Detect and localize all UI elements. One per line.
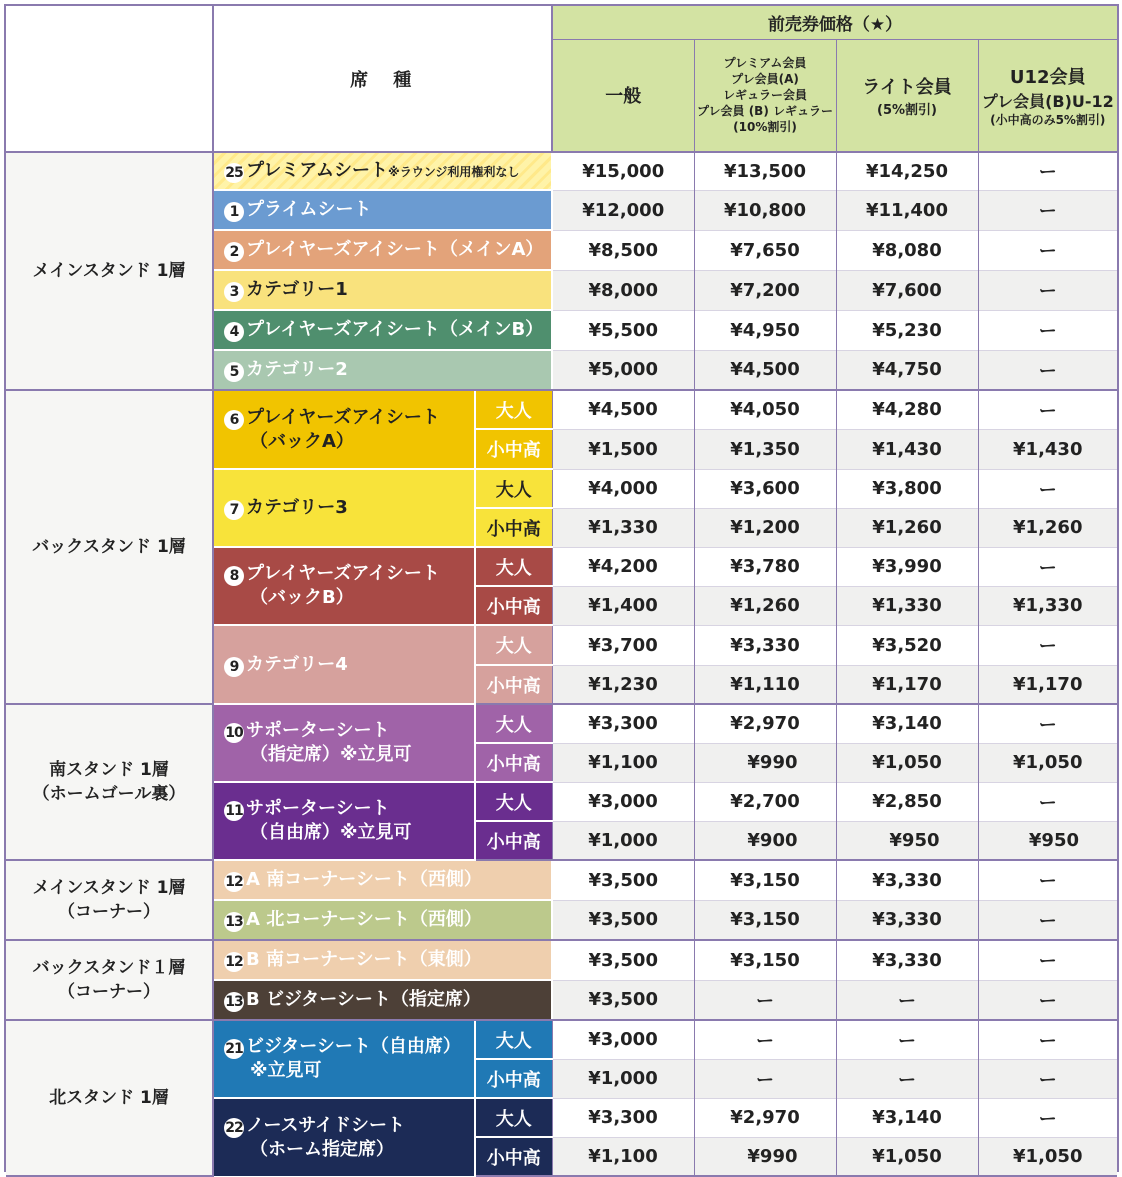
table-row [6,390,1117,429]
price-premium: ¥900 [694,821,836,860]
seat-number-badge: 12 [225,954,243,970]
price-light: ¥3,800 [836,469,978,508]
price-premium: ¥1,260 [694,586,836,625]
advance-price-header: 前売券価格（★） [552,6,1117,39]
age-adult-label: 大人 [475,469,552,508]
premium-member-header: プレミアム会員 プレ会員(A) レギュラー会員 プレ会員 (B) レギュラー (10%割引) [694,39,836,152]
price-general: ¥1,330 [552,508,694,547]
price-u12: ¥1,330 [978,586,1117,625]
seat-name-sub: （自由席）※立見可 [250,822,412,843]
seat-name-text: プライムシート [246,199,372,220]
price-premium: ¥3,150 [694,860,836,900]
seat-name-sub: （指定席）※立見可 [250,744,412,765]
price-light: ¥14,250 [836,152,978,190]
seat-name-s13a [213,900,552,940]
price-general: ¥3,700 [552,625,694,665]
seat-name-text: プレミアムシート [246,159,389,181]
price-premium: ー [694,980,836,1020]
price-u12: ¥1,050 [978,1137,1117,1176]
stand-label: メインスタンド 1層 （コーナー） [6,860,213,940]
table-row [6,940,1117,980]
seat-name-text: ノースサイドシート [246,1114,405,1136]
stand-label: バックスタンド１層 （コーナー） [6,940,213,1020]
seat-number-badge: 13 [225,994,243,1010]
seat-name-text: プレイヤーズアイシート [246,563,440,584]
price-u12: ー [978,860,1117,900]
seat-name-text: A 北コーナーシート（西側） [246,909,482,930]
price-premium: ¥10,800 [694,190,836,230]
seat-name-s3 [213,270,552,310]
price-premium: ¥4,050 [694,390,836,429]
seat-number-badge: 8 [224,566,244,586]
seat-number-badge: 13 [225,914,243,930]
seat-name-s1 [213,190,552,230]
age-adult-label: 大人 [475,547,552,586]
price-light: ¥950 [836,821,978,860]
price-u12: ー [978,469,1117,508]
seat-name-s2 [213,230,552,270]
seat-name-text: ビジターシート（自由席） [246,1036,461,1057]
price-light: ¥3,140 [836,704,978,743]
price-general: ¥8,500 [552,230,694,270]
price-light: ¥1,050 [836,1137,978,1176]
table-row [6,152,1117,190]
price-general: ¥1,400 [552,586,694,625]
price-premium: ¥4,950 [694,310,836,350]
seat-name-text: B ビジターシート（指定席） [246,989,481,1010]
price-general: ¥4,000 [552,469,694,508]
light-member-header: ライト会員 (5%割引) [836,39,978,152]
age-adult-label: 大人 [475,704,552,743]
seat-name-s12a [213,860,552,900]
price-premium: ー [694,1059,836,1098]
age-adult-label: 大人 [475,625,552,665]
seat-number-badge: 7 [224,500,244,520]
seat-number-badge: 3 [224,282,244,302]
price-general: ¥1,000 [552,821,694,860]
price-table-frame [4,4,1119,1172]
price-light: ー [836,1059,978,1098]
seat-name-s12b [213,940,552,980]
price-premium: ¥3,780 [694,547,836,586]
price-general: ¥1,000 [552,1059,694,1098]
price-general: ¥3,500 [552,900,694,940]
seat-name-text: A 南コーナーシート（西側） [246,869,482,890]
price-u12: ー [978,270,1117,310]
seat-number-badge: 1 [224,202,244,222]
seat-name-sub: ※立見可 [250,1060,322,1081]
price-general: ¥3,300 [552,1098,694,1137]
price-u12: ¥950 [978,821,1117,860]
seat-name-s5 [213,350,552,390]
price-light: ¥3,140 [836,1098,978,1137]
price-premium: ¥7,650 [694,230,836,270]
price-u12: ¥1,050 [978,743,1117,782]
price-premium: ¥1,110 [694,665,836,704]
table-row [6,704,1117,743]
price-general: ¥3,500 [552,860,694,900]
age-youth-label: 小中高 [475,1137,552,1176]
age-youth-label: 小中高 [475,586,552,625]
price-light: ¥8,080 [836,230,978,270]
price-premium: ¥4,500 [694,350,836,390]
price-u12: ー [978,1098,1117,1137]
price-light: ¥3,330 [836,860,978,900]
table-row [6,860,1117,900]
price-general: ¥1,230 [552,665,694,704]
age-youth-label: 小中高 [475,429,552,469]
price-table [6,6,1117,1177]
seat-name-s21 [213,1020,475,1098]
seat-number-badge: 25 [225,164,243,181]
price-light: ¥1,430 [836,429,978,469]
price-u12: ー [978,1020,1117,1059]
price-u12: ー [978,230,1117,270]
price-premium: ¥3,600 [694,469,836,508]
price-general: ¥1,500 [552,429,694,469]
price-u12: ー [978,980,1117,1020]
price-premium: ¥3,150 [694,940,836,980]
age-adult-label: 大人 [475,390,552,429]
price-u12: ー [978,900,1117,940]
seat-number-badge: 12 [225,874,243,890]
price-light: ¥1,260 [836,508,978,547]
price-general: ¥5,000 [552,350,694,390]
stand-label: 北スタンド 1層 [6,1020,213,1176]
stand-label: バックスタンド 1層 [6,390,213,704]
price-general: ¥12,000 [552,190,694,230]
seat-name-sub: （バックA） [250,430,354,452]
seat-name-text: カテゴリー2 [246,359,348,380]
seat-name-text: プレイヤーズアイシート [246,406,440,428]
seat-name-sub: （ホーム指定席） [250,1138,394,1160]
seat-name-s8 [213,547,475,625]
price-light: ー [836,980,978,1020]
seat-name-s9 [213,625,475,704]
price-premium: ¥7,200 [694,270,836,310]
price-u12: ー [978,704,1117,743]
price-light: ¥1,050 [836,743,978,782]
seat-name-s22 [213,1098,475,1176]
price-general: ¥1,100 [552,743,694,782]
age-youth-label: 小中高 [475,1059,552,1098]
price-u12: ¥1,260 [978,508,1117,547]
price-u12: ー [978,625,1117,665]
seat-name-s10 [213,704,475,782]
seat-name-s7 [213,469,475,547]
price-premium: ¥2,700 [694,782,836,821]
price-u12: ー [978,310,1117,350]
price-premium: ¥1,350 [694,429,836,469]
price-light: ¥4,750 [836,350,978,390]
seat-type-header: 席 種 [213,6,552,152]
seat-name-text: カテゴリー4 [246,653,348,675]
price-general: ¥3,300 [552,704,694,743]
price-light: ¥3,520 [836,625,978,665]
seat-name-text: プレイヤーズアイシート（メインB） [246,319,544,340]
seat-number-badge: 10 [225,725,243,741]
seat-name-s13b [213,980,552,1020]
stand-label: メインスタンド 1層 [6,152,213,390]
header-corner [6,6,213,152]
seat-name-s6 [213,390,475,469]
price-premium: ¥990 [694,1137,836,1176]
price-light: ¥1,170 [836,665,978,704]
table-row [6,1020,1117,1059]
price-light: ¥2,850 [836,782,978,821]
price-u12: ¥1,170 [978,665,1117,704]
price-general: ¥3,500 [552,980,694,1020]
price-u12: ー [978,390,1117,429]
price-light: ¥3,330 [836,900,978,940]
price-u12: ー [978,782,1117,821]
price-u12: ー [978,547,1117,586]
age-youth-label: 小中高 [475,821,552,860]
seat-name-s11 [213,782,475,860]
price-general: ¥8,000 [552,270,694,310]
seat-name-sub: （バックB） [250,587,354,608]
price-light: ¥3,330 [836,940,978,980]
price-premium: ー [694,1020,836,1059]
seat-number-badge: 22 [225,1119,243,1136]
price-general: ¥1,100 [552,1137,694,1176]
seat-name-text: カテゴリー1 [246,279,348,300]
price-u12: ー [978,152,1117,190]
seat-number-badge: 9 [224,657,244,677]
age-youth-label: 小中高 [475,665,552,704]
price-premium: ¥990 [694,743,836,782]
price-premium: ¥3,150 [694,900,836,940]
seat-name-text: プレイヤーズアイシート（メインA） [246,239,544,260]
stand-label: 南スタンド 1層 （ホームゴール裏） [6,704,213,860]
seat-name-s25 [213,152,552,190]
u12-member-header: U12会員 プレ会員(B)U-12 (小中高のみ5%割引) [978,39,1117,152]
price-light: ¥7,600 [836,270,978,310]
seat-name-s4 [213,310,552,350]
age-youth-label: 小中高 [475,508,552,547]
price-light: ¥3,990 [836,547,978,586]
price-premium: ¥2,970 [694,1098,836,1137]
price-premium: ¥3,330 [694,625,836,665]
price-general: ¥4,500 [552,390,694,429]
price-light: ¥5,230 [836,310,978,350]
seat-name-text: カテゴリー3 [246,497,348,518]
price-light: ¥4,280 [836,390,978,429]
age-adult-label: 大人 [475,782,552,821]
price-premium: ¥2,970 [694,704,836,743]
seat-number-badge: 4 [224,322,244,342]
seat-number-badge: 6 [224,410,244,430]
age-adult-label: 大人 [475,1098,552,1137]
price-light: ¥1,330 [836,586,978,625]
seat-number-badge: 2 [224,242,244,262]
price-light: ¥11,400 [836,190,978,230]
general-header: 一般 [552,39,694,152]
price-premium: ¥13,500 [694,152,836,190]
price-u12: ¥1,430 [978,429,1117,469]
seat-number-badge: 11 [225,803,243,819]
price-u12: ー [978,1059,1117,1098]
price-u12: ー [978,190,1117,230]
seat-note: ※ラウンジ利用権利なし [388,164,520,179]
price-general: ¥5,500 [552,310,694,350]
price-u12: ー [978,940,1117,980]
price-u12: ー [978,350,1117,390]
price-general: ¥3,000 [552,1020,694,1059]
price-general: ¥3,500 [552,940,694,980]
price-general: ¥15,000 [552,152,694,190]
seat-name-text: B 南コーナーシート（東側） [246,949,482,970]
price-light: ー [836,1020,978,1059]
seat-number-badge: 5 [224,362,244,382]
price-premium: ¥1,200 [694,508,836,547]
price-general: ¥3,000 [552,782,694,821]
price-general: ¥4,200 [552,547,694,586]
age-youth-label: 小中高 [475,743,552,782]
seat-number-badge: 21 [225,1041,243,1057]
seat-name-text: サポーターシート [246,720,390,741]
age-adult-label: 大人 [475,1020,552,1059]
seat-name-text: サポーターシート [246,798,390,819]
